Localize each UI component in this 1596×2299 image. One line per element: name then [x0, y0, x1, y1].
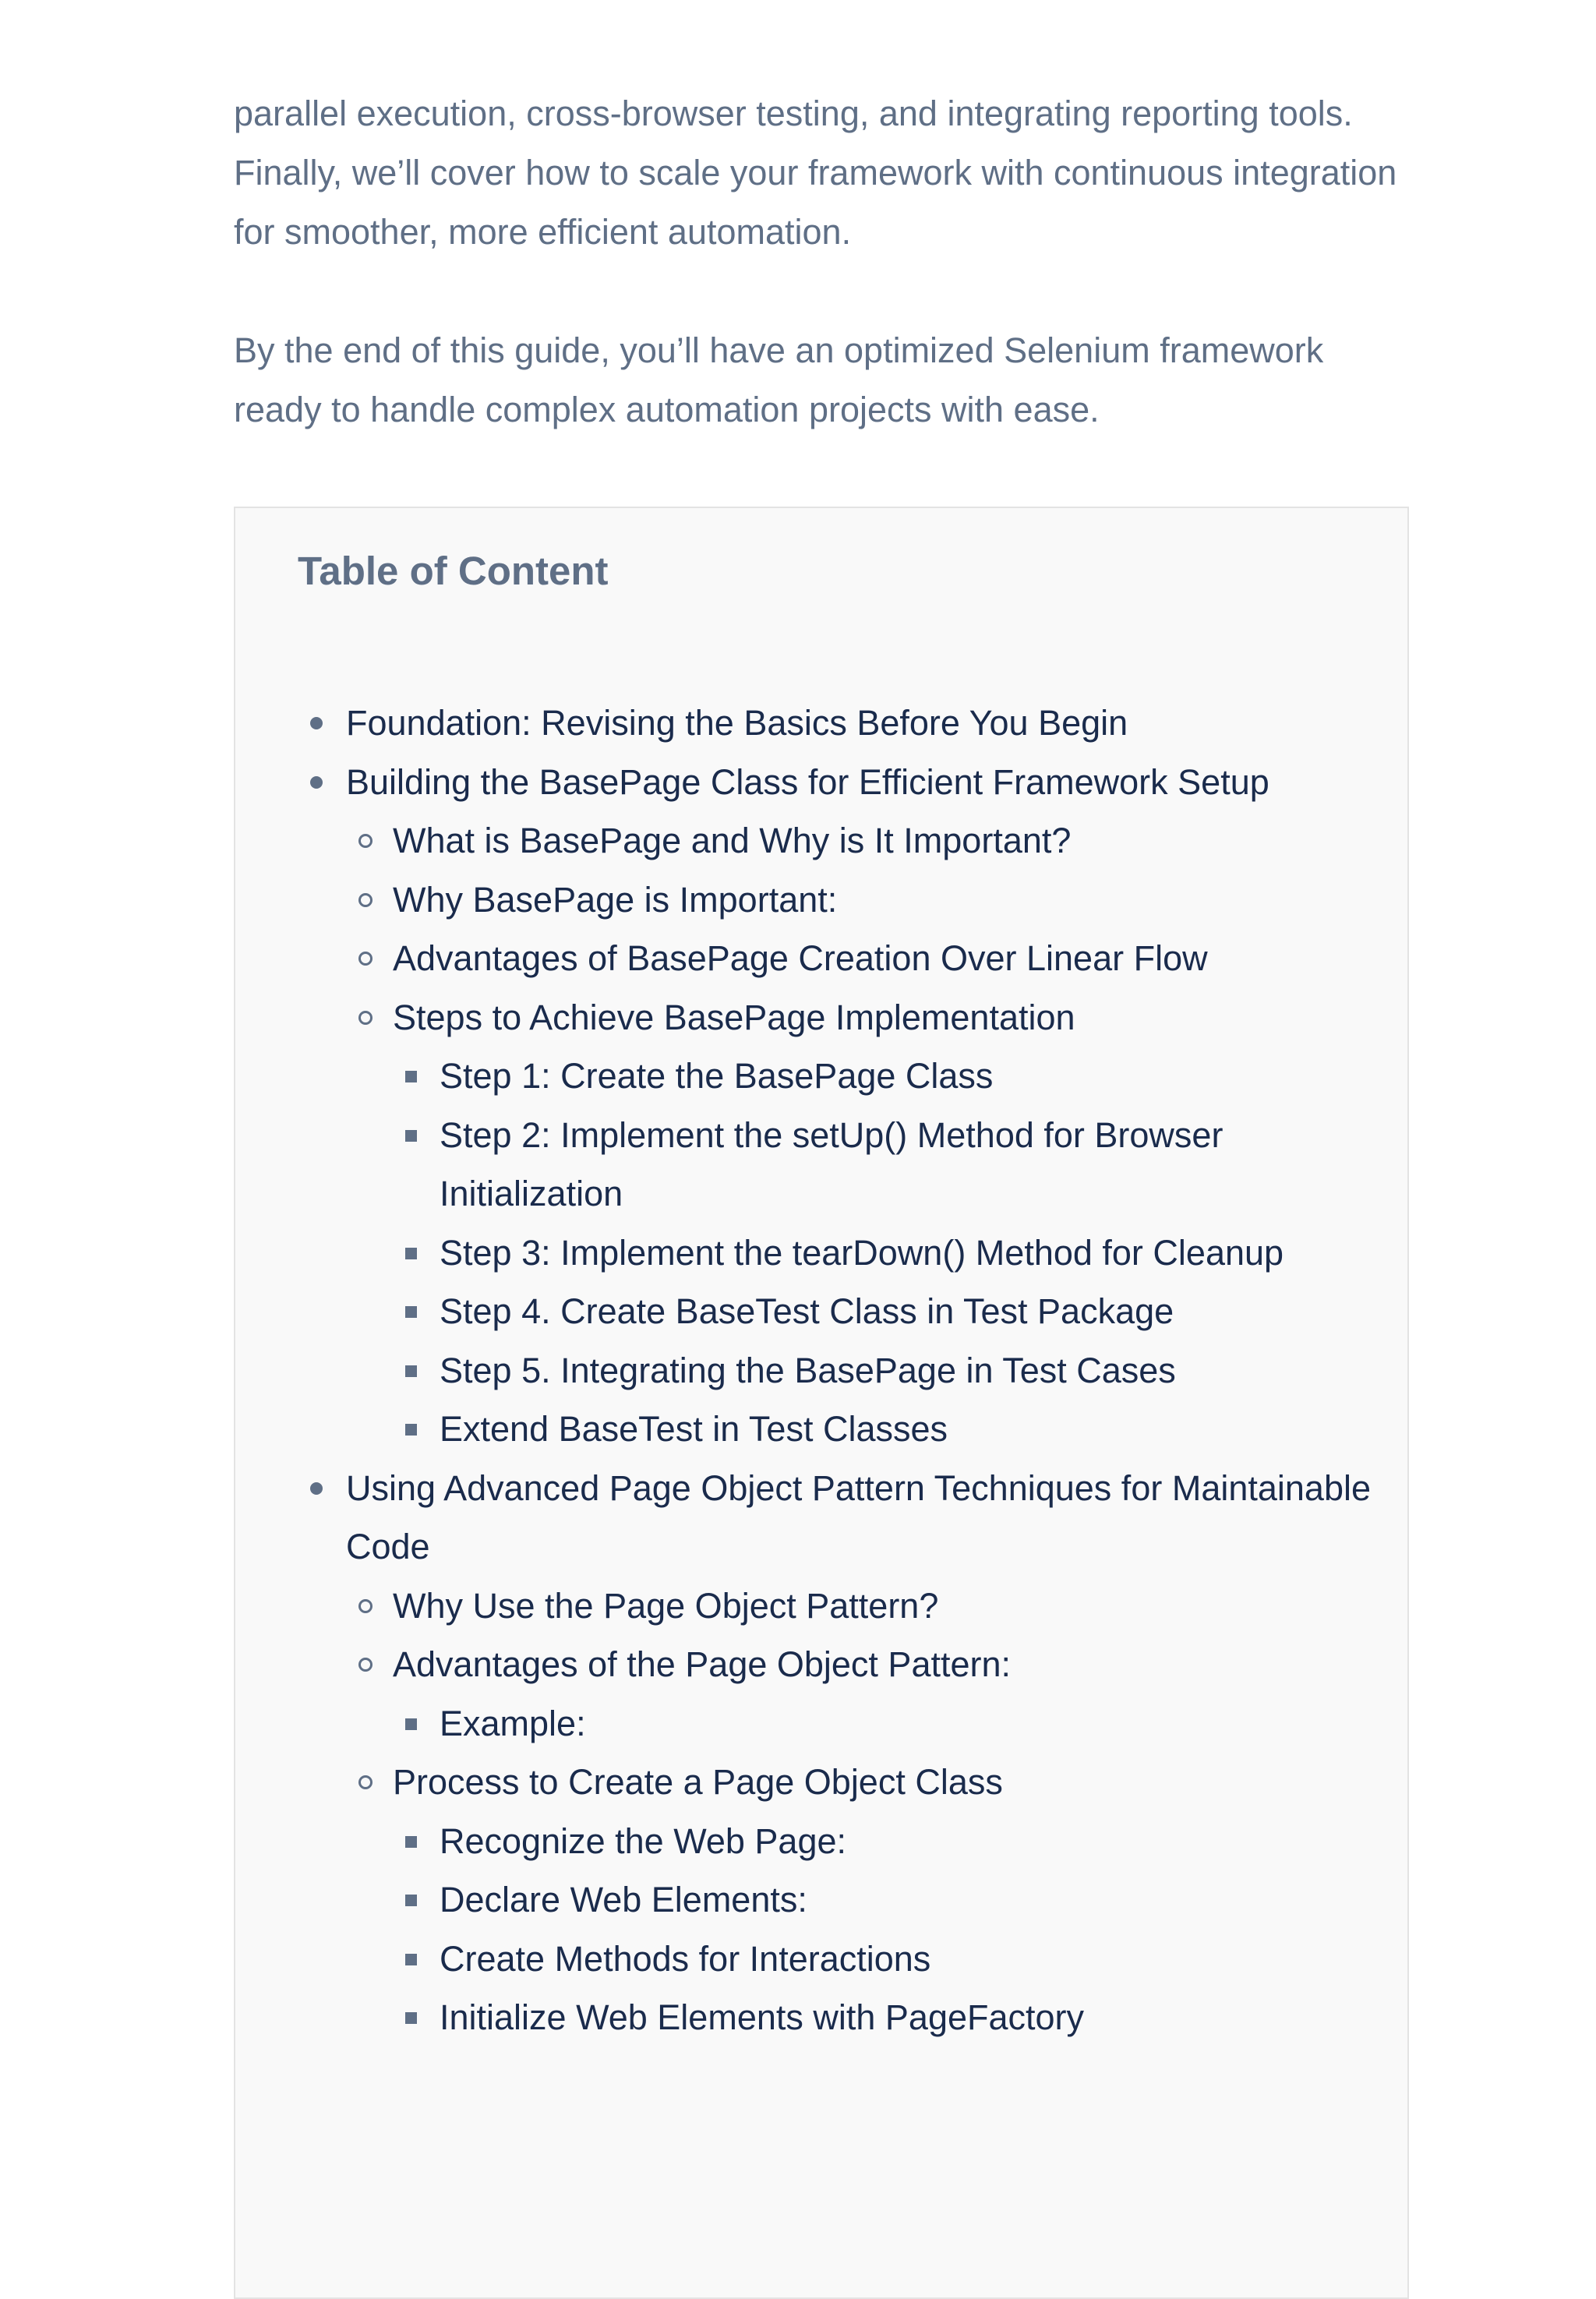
- list-item: [346, 1577, 1373, 1636]
- square-bullet-icon: [405, 1071, 417, 1082]
- list-item: [393, 1870, 1373, 1930]
- list-item: [393, 1400, 1373, 1459]
- circle-bullet-icon: [358, 893, 373, 907]
- square-bullet-icon: [405, 1718, 417, 1730]
- toc-level-1-list: [298, 694, 1373, 2047]
- toc-link[interactable]: Step 2: Implement the setUp() Method for Browser Initialization: [440, 1114, 1223, 1213]
- list-item: [393, 1341, 1373, 1400]
- toc-link[interactable]: Step 1: Create the BasePage Class: [440, 1056, 994, 1096]
- toc-link[interactable]: What is BasePage and Why is It Important?: [393, 821, 1072, 860]
- list-item: [346, 1753, 1373, 2047]
- toc-link[interactable]: Step 3: Implement the tearDown() Method for Cleanup: [440, 1232, 1284, 1273]
- square-bullet-icon: [405, 2012, 417, 2024]
- toc-link[interactable]: Create Methods for Interactions: [440, 1938, 931, 1979]
- toc-list: [298, 694, 1373, 2047]
- toc-link[interactable]: Example:: [440, 1703, 586, 1743]
- list-item: [298, 753, 1373, 1459]
- toc-level-3-list: [346, 1812, 1373, 2047]
- toc-link[interactable]: Recognize the Web Page:: [440, 1820, 847, 1861]
- toc-link[interactable]: Initialize Web Elements with PageFactory: [440, 1997, 1085, 2037]
- toc-link[interactable]: Declare Web Elements:: [440, 1880, 807, 1919]
- square-bullet-icon: [405, 1895, 417, 1906]
- toc-link[interactable]: Why Use the Page Object Pattern?: [393, 1585, 939, 1626]
- toc-title: Table of Content: [298, 549, 609, 593]
- toc-link[interactable]: Process to Create a Page Object Class: [393, 1762, 1003, 1802]
- toc-link[interactable]: Extend BaseTest in Test Classes: [440, 1409, 948, 1449]
- list-item: [393, 1106, 1373, 1224]
- list-item: [393, 1694, 1373, 1753]
- square-bullet-icon: [405, 1424, 417, 1436]
- square-bullet-icon: [405, 1836, 417, 1848]
- article-intro: [234, 84, 1411, 440]
- toc-level-3-list: [346, 1694, 1373, 1753]
- list-item: [393, 1812, 1373, 1871]
- toc-link[interactable]: Why BasePage is Important:: [393, 879, 838, 920]
- square-bullet-icon: [405, 1248, 417, 1259]
- circle-bullet-icon: [358, 952, 373, 966]
- square-bullet-icon: [405, 1365, 417, 1377]
- list-item: [298, 1459, 1373, 2047]
- disc-bullet-icon: [310, 717, 323, 729]
- list-item: [346, 871, 1373, 930]
- disc-bullet-icon: [310, 776, 323, 789]
- circle-bullet-icon: [358, 834, 373, 848]
- toc-link[interactable]: Building the BasePage Class for Efficient Framework Setup: [346, 761, 1269, 802]
- intro-paragraph: parallel execution, cross-browser testing, and integrating reporting tools. Finally, we’ll cover how to scale your framework with continuous integration for smoother, more efficient automation.: [234, 94, 1397, 252]
- square-bullet-icon: [405, 1130, 417, 1142]
- toc-level-2-list: [298, 1577, 1373, 2047]
- list-item: [393, 1930, 1373, 1989]
- list-item: [346, 929, 1373, 988]
- toc-link[interactable]: Using Advanced Page Object Pattern Techniques for Maintainable Code: [346, 1467, 1371, 1566]
- list-item: [298, 694, 1373, 753]
- list-item: [393, 1047, 1373, 1106]
- toc-link[interactable]: Steps to Achieve BasePage Implementation: [393, 997, 1075, 1037]
- square-bullet-icon: [405, 1306, 417, 1318]
- disc-bullet-icon: [310, 1482, 323, 1495]
- circle-bullet-icon: [358, 1775, 373, 1789]
- table-of-contents: [234, 507, 1409, 2299]
- list-item: [393, 1224, 1373, 1283]
- square-bullet-icon: [405, 1954, 417, 1965]
- list-item: [393, 1988, 1373, 2047]
- toc-link[interactable]: Step 4. Create BaseTest Class in Test Package: [440, 1291, 1174, 1331]
- toc-link[interactable]: Advantages of BasePage Creation Over Linear Flow: [393, 938, 1208, 978]
- toc-level-2-list: [298, 811, 1373, 1459]
- toc-link[interactable]: Foundation: Revising the Basics Before You Begin: [346, 703, 1128, 743]
- circle-bullet-icon: [358, 1658, 373, 1672]
- circle-bullet-icon: [358, 1011, 373, 1025]
- list-item: [346, 811, 1373, 871]
- toc-link[interactable]: Step 5. Integrating the BasePage in Test Cases: [440, 1350, 1176, 1390]
- list-item: [393, 1282, 1373, 1341]
- list-item: [346, 988, 1373, 1459]
- intro-paragraph: By the end of this guide, you’ll have an optimized Selenium framework ready to handle complex automation projects with ease.: [234, 330, 1324, 429]
- toc-level-3-list: [346, 1047, 1373, 1459]
- list-item: [346, 1635, 1373, 1753]
- circle-bullet-icon: [358, 1599, 373, 1613]
- toc-link[interactable]: Advantages of the Page Object Pattern:: [393, 1644, 1012, 1684]
